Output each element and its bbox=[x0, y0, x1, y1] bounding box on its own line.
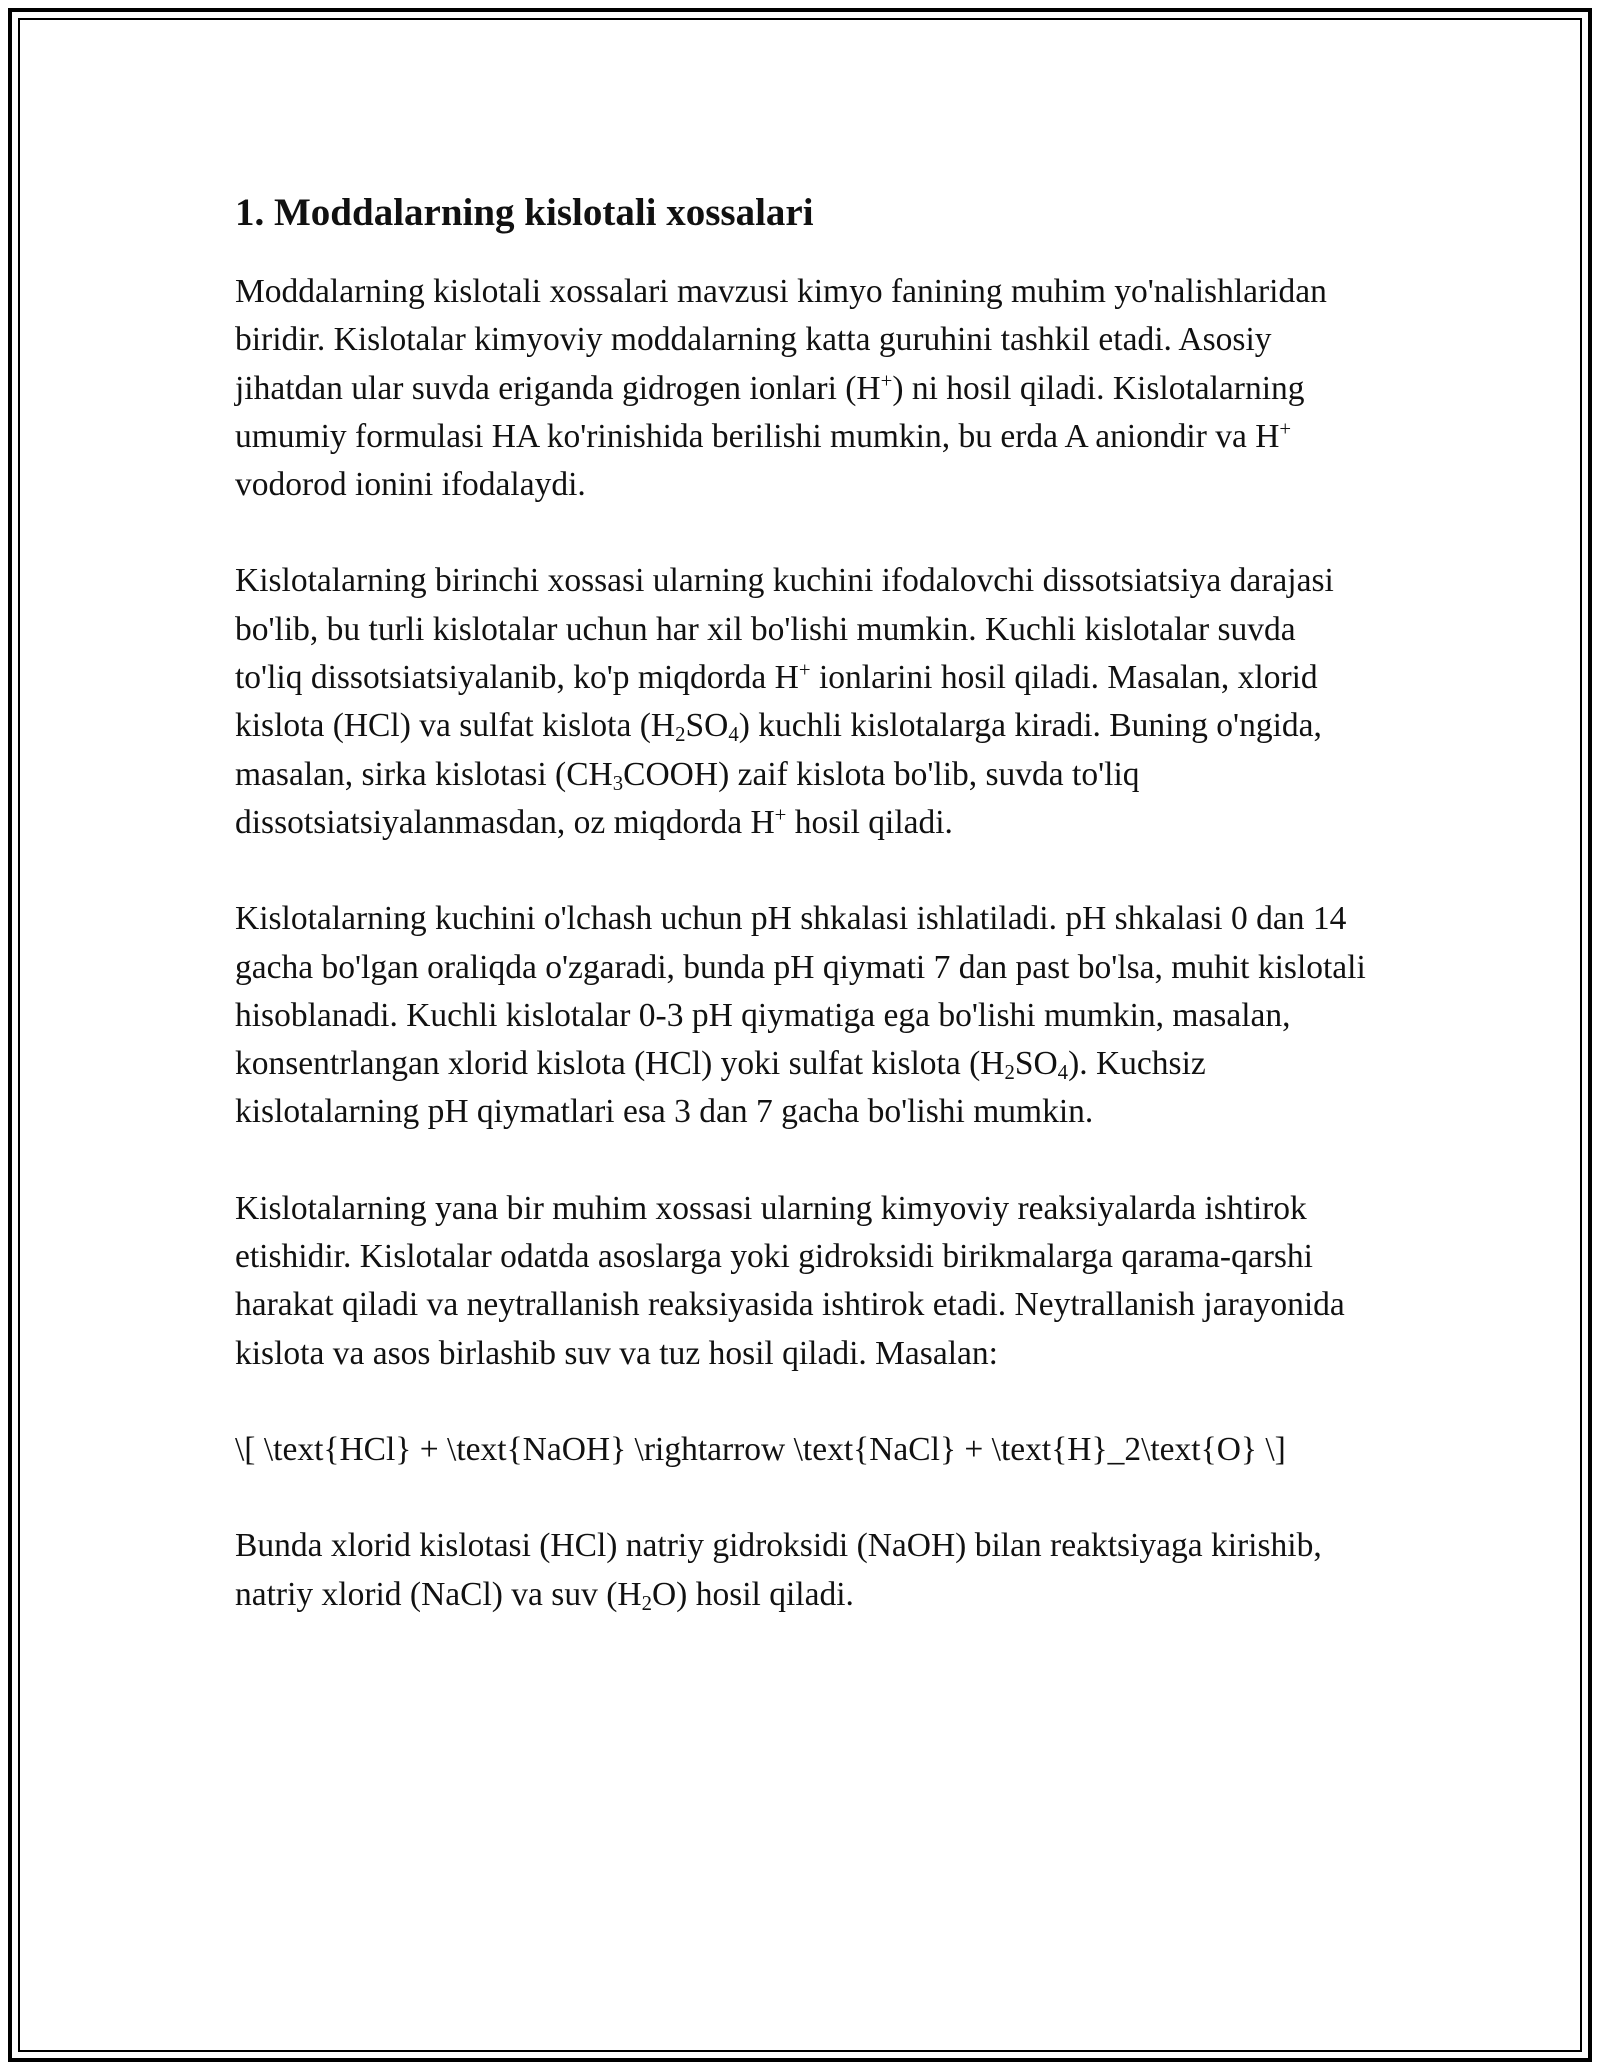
section-heading: 1. Moddalarning kislotali xossalari bbox=[235, 191, 814, 234]
paragraph-dissociation: Kislotalarning birinchi xossasi ularning kuchini ifodalovchi dissotsiatsiya darajasi bo'lib, bu turli kislotalar uchun har xil bo'lishi mumkin. Kuchli kislotalar suvda to'liq dissotsiatsiyalanib, ko'p miqdorda H+ ionlarini hosil qiladi. Masalan, xlorid kislota (HCl) va sulfat kislota $(H_2SO_4)$ kuchli kislotalarga kiradi. Buning o'ngida, masalan, sirka kislotasi $(CH_3COOH)$ zaif kislota bo'lib, suvda to'liq dissotsiatsiyalanmasdan, oz miqdorda H+ hosil qiladi. bbox=[235, 562, 1334, 841]
paragraph-neutralization: Kislotalarning yana bir muhim xossasi ularning kimyoviy reaksiyalarda ishtirok etishidir. Kislotalar odatda asoslarga yoki gidroksidi birikmalarga qarama-qarshi harakat qiladi va neytrallanish reaksiyasida ishtirok etadi. Neytrallanish jarayonida kislota va asos birlashib suv va tuz hosil qiladi. Masalan: bbox=[235, 1189, 1345, 1372]
equation-latex: \[ \text{HCl} + \text{NaOH} \rightarrow \text{NaCl} + \text{H}_2\text{O} \] bbox=[235, 1430, 1286, 1468]
paragraph-reaction-explanation: Bunda xlorid kislotasi (HCl) natriy gidroksidi (NaOH) bilan reaktsiyaga kirishib, natriy xlorid (NaCl) va suv $(H_2O)$ hosil qiladi. bbox=[235, 1527, 1322, 1615]
paragraph-intro: Moddalarning kislotali xossalari mavzusi kimyo fanining muhim yo'nalishlaridan biridir. Kislotalar kimyoviy moddalarning katta guruhini tashkil etadi. Asosiy jihatdan ular suvda eriganda gidrogen ionlari (H+) ni hosil qiladi. Kislotalarning umumiy formulasi HA ko'rinishida berilishi mumkin, bu erda A aniondir va H+ vodorod ionini ifodalaydi. bbox=[235, 273, 1327, 504]
paragraph-ph-scale: Kislotalarning kuchini o'lchash uchun pH shkalasi ishlatiladi. pH shkalasi 0 dan 14 gacha bo'lgan oraliqda o'zgaradi, bunda pH qiymati 7 dan past bo'lsa, muhit kislotali hisoblanadi. Kuchli kislotalar 0-3 pH qiymatiga ega bo'lishi mumkin, masalan, konsentrlangan xlorid kislota (HCl) yoki sulfat kislota $(H_2SO_4)$. Kuchsiz kislotalarning pH qiymatlari esa 3 dan 7 gacha bo'lishi mumkin. bbox=[235, 900, 1366, 1131]
document-body bbox=[235, 186, 1370, 1667]
